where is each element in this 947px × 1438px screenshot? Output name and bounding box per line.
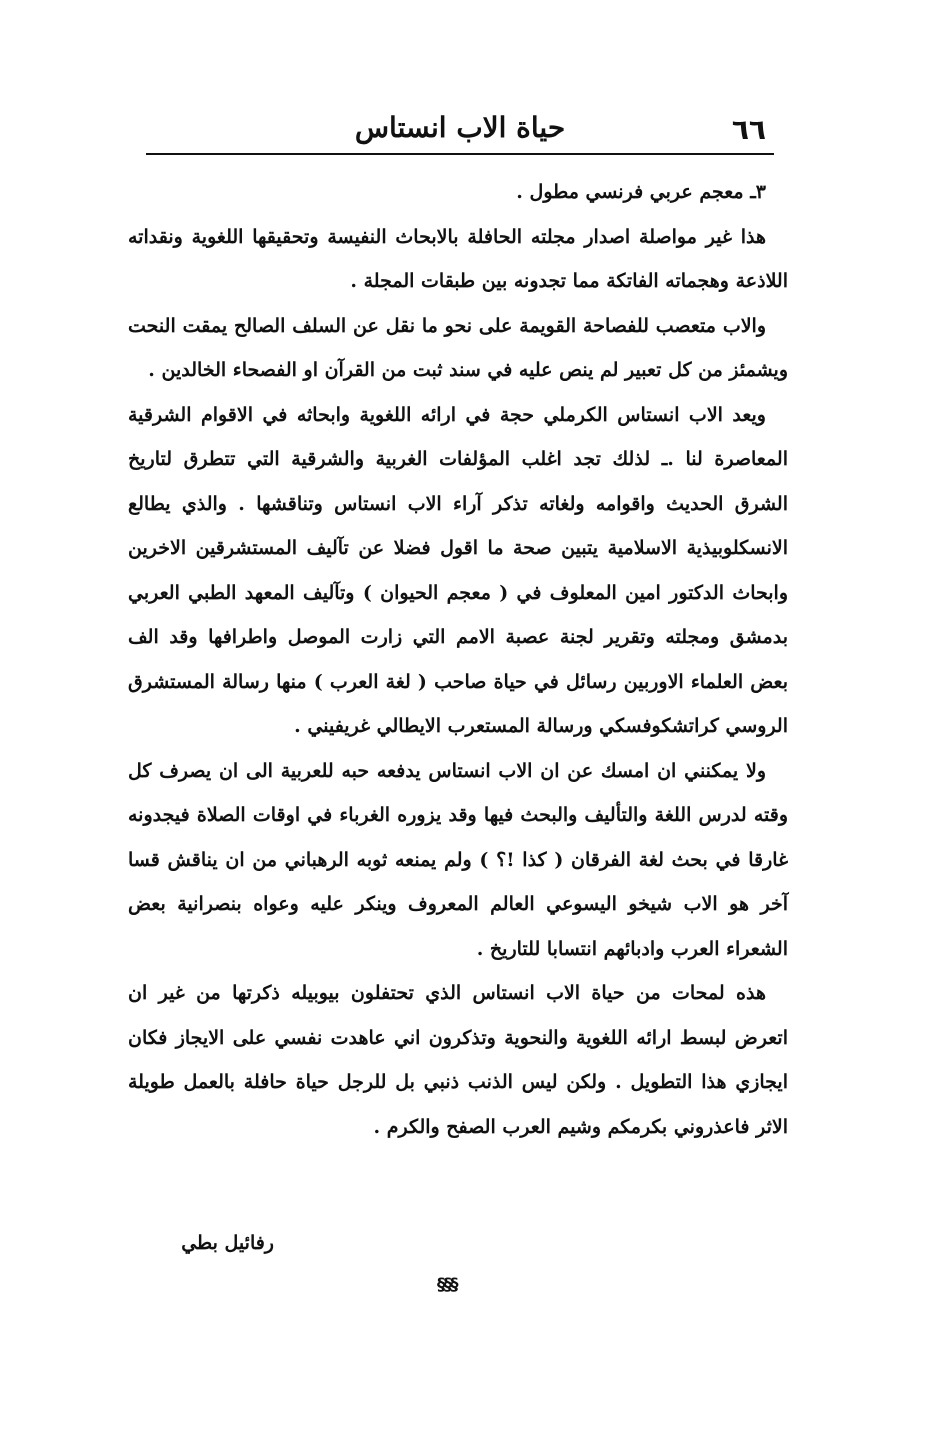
page-number: ٦٦ — [731, 113, 766, 146]
author-signature: رفائيل بطي — [181, 1232, 274, 1254]
running-title: حياة الاب انستاس — [354, 111, 566, 144]
body-text — [128, 170, 788, 1149]
end-ornament: §§§ — [437, 1275, 457, 1295]
paragraph-list-item-3: ٣ـ معجم عربي فرنسي مطول . — [516, 181, 766, 203]
paragraph-closing: هذه لمحات من حياة الاب انستاس الذي تحتفلون بيوبيله ذكرتها من غير ان اتعرض لبسط ارائه اللغوية والنحوية وتذكرون اني عاهدت نفسي على الايجاز فكان ايجازي هذا التطويل . ولكن ليس الذنب ذنبي بل للرجل حياة حافلة بالعمل طويلة الاثر فاعذروني بكرمكم وشيم العرب الصفح والكرم . — [128, 982, 788, 1138]
paragraph-authority: ويعد الاب انستاس الكرملي حجة في ارائه اللغوية وابحاثه في الاقوام الشرقية المعاصرة لنا .ـ لذلك تجد اغلب المؤلفات الغربية والشرقية التي تتطرق لتاريخ الشرق الحديث واقوامه ولغاته تذكر آراء الاب انستاس وتناقشها . والذي يطالع الانسكلوبيذية الاسلامية يتبين صحة ما اقول فضلا عن تآليف المستشرقين الاخرين وابحاث الدكتور امين المعلوف في ( معجم الحيوان ) وتآليف المعهد الطبي العربي بدمشق ومجلته وتقرير لجنة عصبة الامم التي زارت الموصل واطرافها وقد الف بعض العلماء الاوربين رسائل في حياة صاحب ( لغة العرب ) منها رسالة المستشرق الروسي كراتشكوفسكي ورسالة المستعرب الايطالي غريفيني . — [128, 403, 788, 737]
header-rule — [146, 153, 774, 155]
paragraph-eloquence: والاب متعصب للفصاحة القويمة على نحو ما نقل عن السلف الصالح يمقت النحت ويشمئز من كل تعبير لم ينص عليه في سند ثبت من القرآن او الفصحاء الخالدين . — [128, 314, 788, 381]
paragraph-journal: هذا غير مواصلة اصدار مجلته الحافلة بالابحاث النفيسة وتحقيقها اللغوية ونقداته اللاذعة وهجماته الفاتكة مما تجدونه بين طبقات المجلة . — [128, 225, 788, 292]
paragraph-devotion: ولا يمكنني ان امسك عن ان الاب انستاس يدفعه حبه للعربية الى ان يصرف كل وقته لدرس اللغة والتأليف والبحث فيها وقد يزوره الغرباء في اوقات الصلاة فيجدونه غارقا في بحث لغة الفرقان ( كذا !؟ ) ولم يمنعه ثوبه الرهباني من ان يناقش قسا آخر هو الاب شيخو اليسوعي العالم المعروف وينكر عليه وعواه بنصرانية بعض الشعراء العرب وادبائهم انتسابا للتاريخ . — [128, 759, 788, 960]
page-header — [146, 105, 774, 155]
